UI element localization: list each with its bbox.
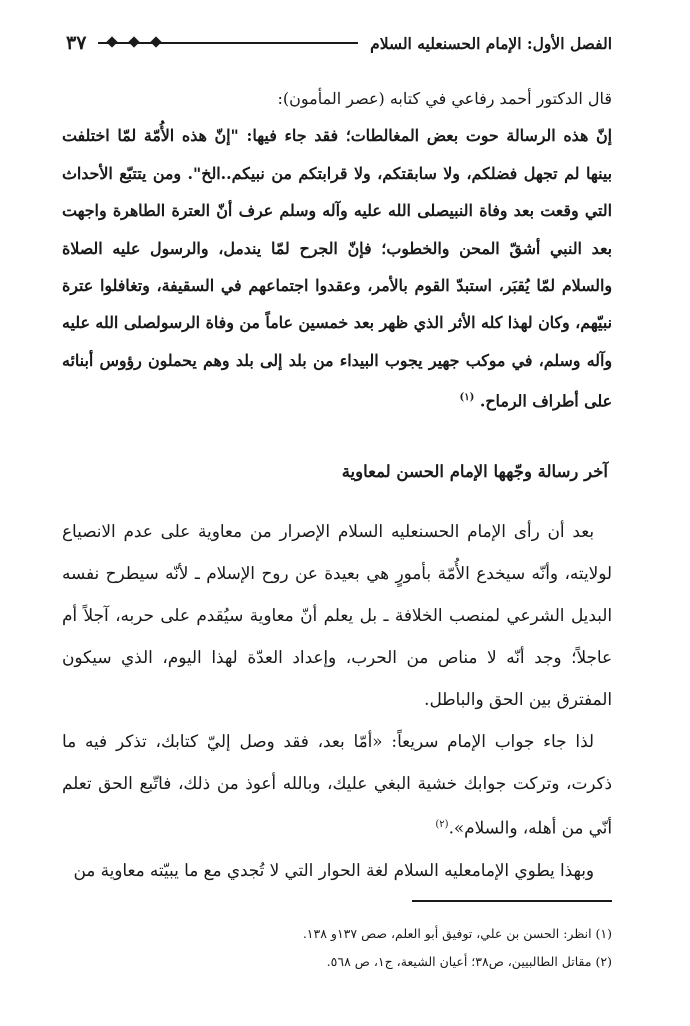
body-paragraphs xyxy=(62,510,612,891)
footnote-1: (١) انظر: الحسن بن علي، توفيق أبو العلم، صص ١٣٧و ١٣٨. xyxy=(302,926,612,941)
footnote-ref-1[interactable]: (١) xyxy=(459,392,475,404)
paragraph-2-text: لذا جاء جواب الإمام سريعاً: «أمّا بعد، فقد وصل إليّ كتابك، تذكر فيه ما ذكرت، وتركت جوابك خشية البغي عليك، وبالله أعوذ من ذلك، فاتّبع الحق تعلم أنّي من أهله، والسلام». xyxy=(62,731,612,838)
footnote-ref-2[interactable]: (٢) xyxy=(435,819,449,830)
diamond-icon xyxy=(107,36,118,47)
paragraph-1: بعد أن رأى الإمام الحسنعليه السلام الإصرار من معاوية على عدم الانصياع لولايته، وأنّه سيخدع الأُمّة بأمورٍ هي بعيدة عن روح الإسلام ـ لأنّه سيطرح نفسه البديل الشرعي لمنصب الخلافة ـ بل يعلم أنّ معاوية سيُقدم على حربه، آجلاً أم عاجلاً؛ وجد أنّه لا مناص من الحرب، وإعداد العدّة لهذا اليوم، الذي سيكون المفترق بين الحق والباطل. xyxy=(62,521,612,709)
header-ornament xyxy=(98,37,358,49)
section-heading: آخر رسالة وجّهها الإمام الحسن لمعاوية xyxy=(341,462,608,481)
paragraph-2 xyxy=(62,720,612,849)
page-header xyxy=(66,26,612,60)
quote-text: إنّ هذه الرسالة حوت بعض المغالطات؛ فقد جاء فيها: "إنّ هذه الأُمّة لمّا اختلفت بينها لم تجهل فضلكم، ولا سابقتكم، ولا قرابتكم من نبيكم..الخ". ومن يتتبّع الأحداث التي وقعت بعد وفاة النبيصلى الله عليه وآله وسلم عرف أنّ العترة الطاهرة واجهت بعد النبي أشقّ المحن والخطوب؛ فإنّ الجرح لمّا يندمل، والرسول عليه الصلاة والسلام لمّا يُقبَر، استبدّ القوم بالأمر، وعقدوا اجتماعهم في السقيفة، وتغافلوا عترة نبيّهم، وكان لهذا كله الأثر الذي ظهر بعد خمسين عاماً من وفاة الرسولصلى الله عليه وآله وسلم، في موكب جهير يجوب البيداء من بلد إلى بلد وهم يحملون رؤوس أبنائه على أطراف الرماح. xyxy=(62,126,612,411)
footnote-separator xyxy=(412,900,612,902)
quote-block xyxy=(62,80,612,420)
diamond-icon xyxy=(151,36,162,47)
footnotes xyxy=(62,920,612,976)
diamond-icon xyxy=(129,36,140,47)
running-title: الفصل الأول: الإمام الحسنعليه السلام xyxy=(370,33,612,53)
paragraph-3: وبهذا يطوي الإمامعليه السلام لغة الحوار التي لا تُجدي مع ما يبيّته معاوية من xyxy=(73,859,594,880)
diamond-ornaments xyxy=(108,37,160,46)
footnote-2: (٢) مقاتل الطالبيين، ص٣٨؛ أعيان الشيعة، ج١، ص ٥٦٨. xyxy=(326,954,612,969)
quote-intro: قال الدكتور أحمد رفاعي في كتابه (عصر المأمون): xyxy=(277,89,612,108)
page-number: ٣٧ xyxy=(66,32,87,54)
